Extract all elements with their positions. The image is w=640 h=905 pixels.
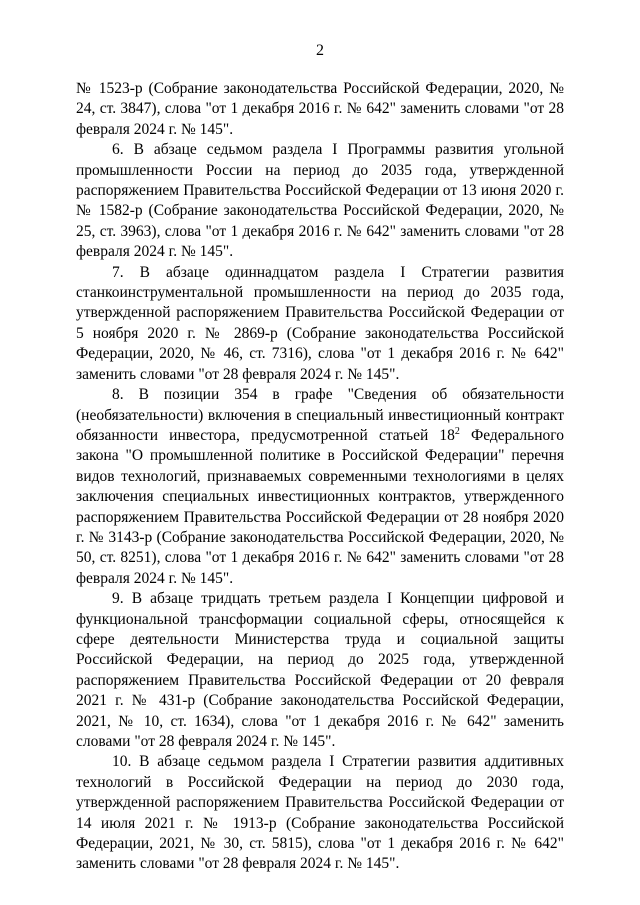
paragraph-item-6: 6. В абзаце седьмом раздела I Программы развития угольной промышленности России на период до 2035 года, утвержденной распоряжением Правительства Российской Федерации от 13 июня 2020 г. № 1582-р (Собрание законодательства Российской Федерации, 2020, № 25, ст. 3963), слова "от 1 декабря 2016 г. № 642" заменить словами "от 28 февраля 2024 г. № 145". [76,141,564,261]
paragraph-item-9: 9. В абзаце тридцать третьем раздела I Концепции цифровой и функциональной трансформации социальной сферы, относящейся к сфере деятельности Министерства труда и социальной защиты Российской Федерации, на период до 2025 года, утвержденной распоряжением Правительства Российской Федерации от 20 февраля 2021 г. № 431-р (Собрание законодательства Российской Федерации, 2021, № 10, ст. 1634), слова "от 1 декабря 2016 г. № 642" заменить словами "от 28 февраля 2024 г. № 145". [76,590,564,750]
paragraph-item-7: 7. В абзаце одиннадцатом раздела I Стратегии развития станкоинструментальной промышленности на период до 2035 года, утвержденной распоряжением Правительства Российской Федерации от 5 ноября 2020 г. № 2869-р (Собрание законодательства Российской Федерации, 2020, № 46, ст. 7316), слова "от 1 декабря 2016 г. № 642" заменить словами "от 28 февраля 2024 г. № 145". [76,263,564,383]
paragraph-item-8-text-after: Федерального закона "О промышленной политике в Российской Федерации" перечня видов технологий, признаваемых современными технологиями в целях заключения специальных инвестиционных контрактов, утвержденного распоряжением Правительства Российской Федерации от 28 ноября 2020 г. № 3143-р (Собрание законодательства Российской Федерации, 2020, № 50, ст. 8251), слова "от 1 декабря 2016 г. № 642" заменить словами "от 28 февраля 2024 г. № 145". [76,426,564,587]
paragraph-item-8-text-before: 8. В позиции 354 в графе "Сведения об обязательности (необязательности) включения в специальный инвестиционный контракт обязанности инвестора, предусмотренной статьей 18 [76,386,564,444]
paragraph-item-10: 10. В абзаце седьмом раздела I Стратегии развития аддитивных технологий в Российской Федерации на период до 2030 года, утвержденной распоряжением Правительства Российской Федерации от 14 июля 2021 г. № 1913-р (Собрание законодательства Российской Федерации, 2021, № 30, ст. 5815), слова "от 1 декабря 2016 г. № 642" заменить словами "от 28 февраля 2024 г. № 145". [76,753,564,873]
paragraph-continuation: № 1523-р (Собрание законодательства Российской Федерации, 2020, № 24, ст. 3847), слова "от 1 декабря 2016 г. № 642" заменить словами "от 28 февраля 2024 г. № 145". [76,80,564,138]
page-number: 2 [316,42,324,59]
paragraph-item-8 [76,385,564,589]
superscript-2: 2 [454,425,460,437]
document-body [76,79,564,875]
